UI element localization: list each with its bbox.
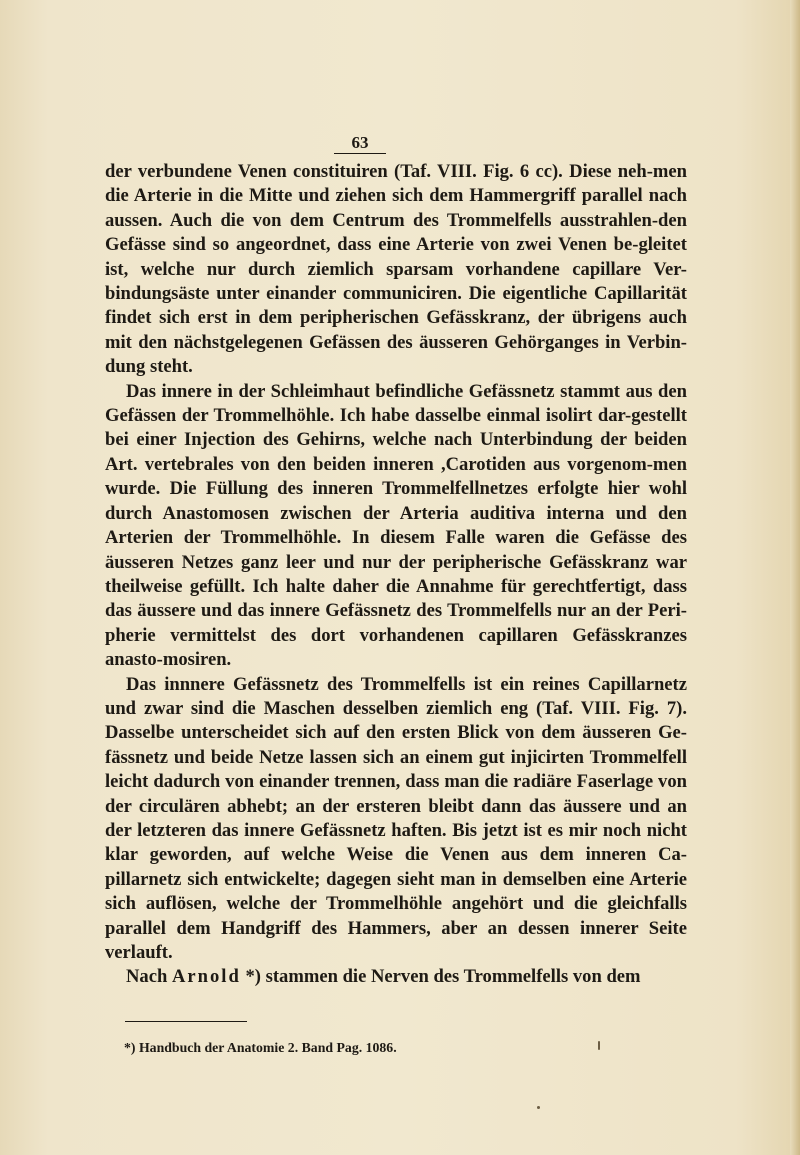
paragraph-2: Das innere in der Schleimhaut befindliche Gefässnetz stammt aus den Gefässen der Trommelhöhle. Ich habe dasselbe einmal isolirt dar-gestellt bei einer Injection des Gehirns, welche nach Unterbindung der beiden Art. vertebrales von den beiden inneren ,Carotiden aus vorgenom-men wurde. Die Füllung des inneren Trommelfellnetzes erfolgte hier wohl durch Anastomosen zwischen der Arteria auditiva interna und den Arterien der Trommelhöhle. In diesem Falle waren die Gefässe des äusseren Netzes ganz leer und nur der peripherische Gefässkranz war theilweise gefüllt. Ich halte daher die Annahme für gerechtfertigt, dass das äussere und das innere Gefässnetz des Trommelfells nur an der Peri-pherie vermittelst des dort vorhandenen capillaren Gefässkranzes anasto-mosiren. [105,380,687,671]
paragraph-1: der verbundene Venen constituiren (Taf. VIII. Fig. 6 cc). Diese neh-men die Arterie in die Mitte und ziehen sich dem Hammergriff parallel nach aussen. Auch die von dem Centrum des Trommelfells ausstrahlen-den Gefässe sind so angeordnet, dass eine Arterie von zwei Venen be-gleitet ist, welche nur durch ziemlich sparsam vorhandene capillare Ver-bindungsäste unter einander communiciren. Die eigentliche Capillarität findet sich erst in dem peripherischen Gefässkranz, der übrigens auch mit den nächstgelegenen Gefässen des äusseren Gehörganges in Verbin-dung steht. [105,161,687,378]
page-number: 63 [334,133,386,154]
footnote: *) Handbuch der Anatomie 2. Band Pag. 1086. [124,1040,397,1055]
paper-speck [537,1106,540,1109]
footnote-marker: *) [245,966,261,988]
paragraph-3: Das innnere Gefässnetz des Trommelfells ist ein reines Capillarnetz und zwar sind die Maschen desselben ziemlich eng (Taf. VIII. Fig. 7). Dasselbe unterscheidet sich auf den ersten Blick von dem äusseren Ge-fässnetz und beide Netze lassen sich an einem gut injicirten Trommelfell leicht dadurch von einander trennen, dass man die radiäre Faserlage von der circulären abhebt; an der ersteren bleibt dann das äussere und an der letzteren das innere Gefässnetz haften. Bis jetzt ist es mir noch nicht klar geworden, auf welche Weise die Venen aus dem inneren Ca-pillarnetz sich entwickelte; dagegen sieht man in demselben eine Arterie sich auflösen, welche der Trommelhöhle angehört und die gleichfalls parallel dem Handgriff des Hammers, aber an dessen innerer Seite verlauft. [105,673,687,963]
page-edge-shadow [790,0,800,1155]
paper-speck [598,1041,600,1050]
body-text [105,160,687,990]
paragraph-4 [105,965,687,989]
author-name: Arnold [171,966,241,988]
paragraph-4-rest: stammen die Nerven des Trommelfells von dem [265,966,641,988]
footnote-rule [125,1021,247,1022]
paragraph-4-lead: Nach [126,966,168,988]
